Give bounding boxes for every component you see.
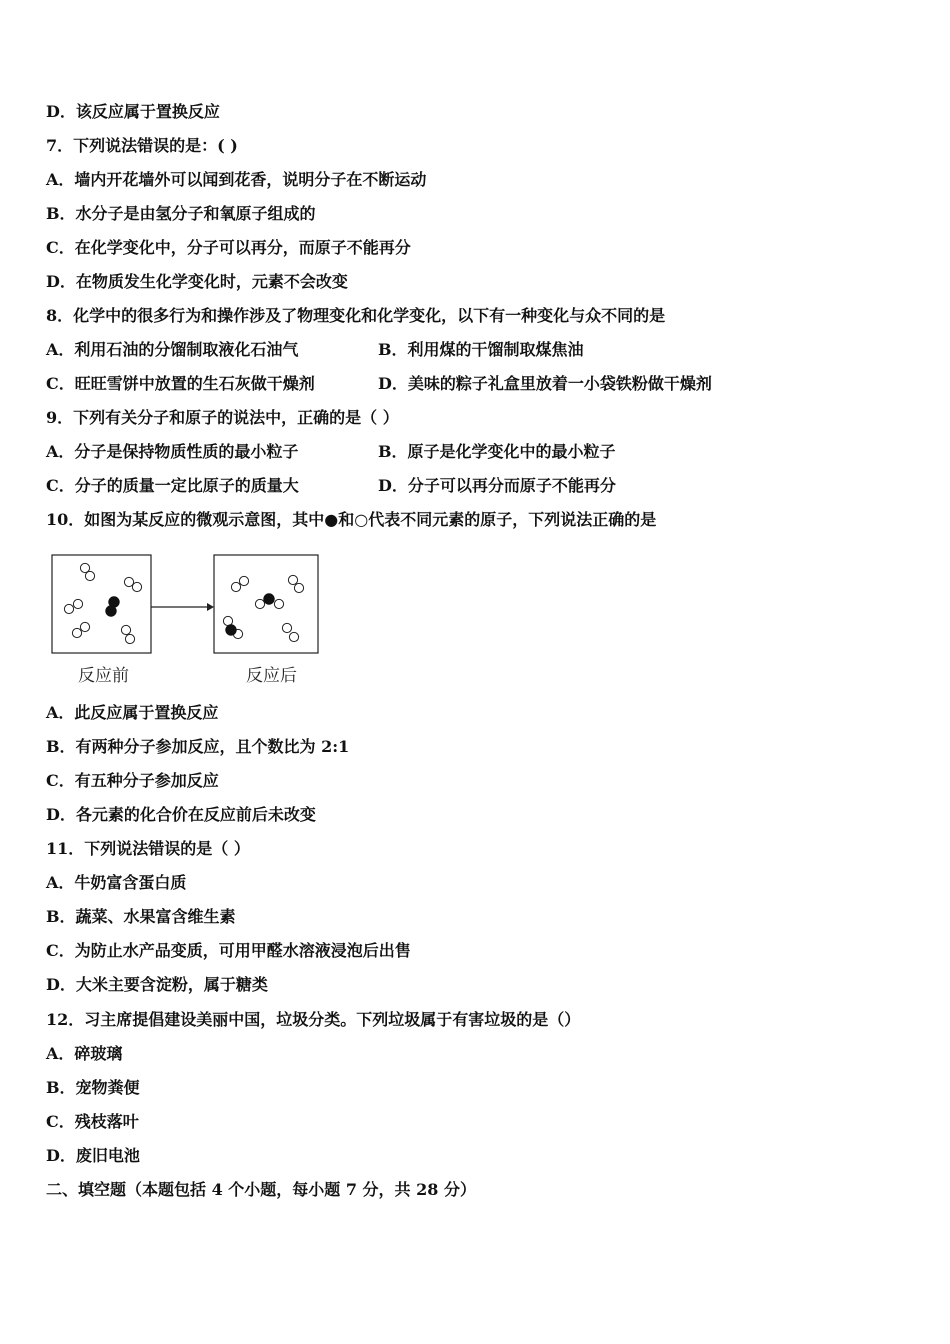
q12-option-d: D．废旧电池 — [46, 1146, 140, 1165]
q7-stem: 7．下列说法错误的是：( ) — [46, 136, 238, 155]
q6-option-d: D．该反应属于置换反应 — [46, 102, 220, 121]
q10-option-d: D．各元素的化合价在反应前后未改变 — [46, 805, 316, 824]
q10-option-b: B．有两种分子参加反应，且个数比为 2:1 — [46, 737, 350, 756]
q11-option-a: A．牛奶富含蛋白质 — [46, 873, 187, 892]
q12-option-a: A．碎玻璃 — [46, 1044, 123, 1063]
q10-option-c: C．有五种分子参加反应 — [46, 771, 219, 790]
q7-option-b: B．水分子是由氢分子和氧原子组成的 — [46, 204, 316, 223]
q9-option-a: A．分子是保持物质性质的最小粒子 — [46, 442, 299, 461]
section-2-heading: 二、填空题（本题包括 4 个小题，每小题 7 分，共 28 分） — [46, 1180, 476, 1199]
q9-stem: 9．下列有关分子和原子的说法中，正确的是（ ） — [46, 408, 399, 427]
q8-stem: 8．化学中的很多行为和操作涉及了物理变化和化学变化，以下有一种变化与众不同的是 — [46, 306, 666, 325]
q8-option-c: C．旺旺雪饼中放置的生石灰做干燥剂 — [46, 374, 315, 393]
q9-option-b: B．原子是化学变化中的最小粒子 — [378, 442, 616, 461]
before-label: 反应前 — [78, 666, 129, 686]
after-box — [214, 555, 318, 653]
q11-option-b: B．蔬菜、水果富含维生素 — [46, 907, 236, 926]
q7-option-c: C．在化学变化中，分子可以再分，而原子不能再分 — [46, 238, 411, 257]
arrow-head — [207, 603, 214, 611]
q12-option-b: B．宠物粪便 — [46, 1078, 140, 1097]
reaction-diagram-svg — [50, 553, 325, 663]
q8-option-a: A．利用石油的分馏制取液化石油气 — [46, 340, 299, 359]
q11-option-d: D．大米主要含淀粉，属于糖类 — [46, 975, 268, 994]
q12-option-c: C．残枝落叶 — [46, 1112, 139, 1131]
q7-option-a: A．墙内开花墙外可以闻到花香，说明分子在不断运动 — [46, 170, 427, 189]
q9-option-c: C．分子的质量一定比原子的质量大 — [46, 476, 299, 495]
q11-stem: 11．下列说法错误的是（ ） — [46, 839, 250, 858]
q12-stem: 12．习主席提倡建设美丽中国，垃圾分类。下列垃圾属于有害垃圾的是（） — [46, 1010, 581, 1029]
before-box — [52, 555, 151, 653]
q9-option-d: D．分子可以再分而原子不能再分 — [378, 476, 616, 495]
after-label: 反应后 — [246, 666, 297, 686]
q8-option-b: B．利用煤的干馏制取煤焦油 — [378, 340, 584, 359]
q10-stem: 10．如图为某反应的微观示意图，其中●和○代表不同元素的原子，下列说法正确的是 — [46, 510, 657, 529]
q10-option-a: A．此反应属于置换反应 — [46, 703, 219, 722]
before-molecules — [64, 563, 141, 643]
q8-option-d: D．美味的粽子礼盒里放着一小袋铁粉做干燥剂 — [378, 374, 712, 393]
reaction-diagram — [50, 553, 325, 688]
q7-option-d: D．在物质发生化学变化时，元素不会改变 — [46, 272, 348, 291]
q11-option-c: C．为防止水产品变质，可用甲醛水溶液浸泡后出售 — [46, 941, 411, 960]
